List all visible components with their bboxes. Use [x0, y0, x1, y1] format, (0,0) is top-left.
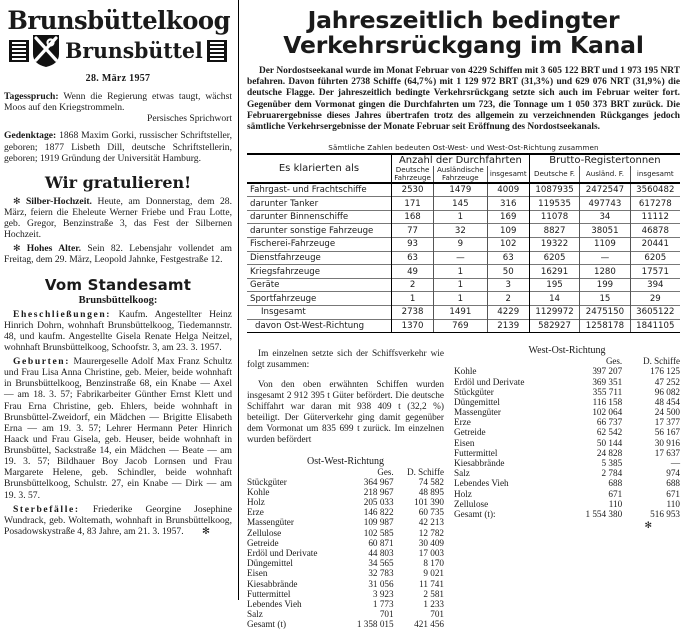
- row-value: 109: [487, 224, 529, 238]
- goods-row: [247, 568, 444, 578]
- row-value: 14: [529, 292, 579, 306]
- goods-total: 369 351: [592, 376, 623, 387]
- row-value: 34: [580, 210, 630, 224]
- goods-name: Massengüter: [454, 407, 501, 418]
- goods-total: 116 158: [592, 396, 623, 407]
- row-value: 20441: [630, 238, 680, 252]
- row-value: 4229: [487, 306, 529, 320]
- row-value: 119535: [529, 197, 579, 211]
- goods-total: 2 784: [601, 468, 623, 479]
- goods-name: Massengüter: [247, 517, 294, 528]
- row-value: 617278: [630, 197, 680, 211]
- goods-name: Salz: [247, 609, 263, 620]
- goods-name: Erdöl und Derivate: [247, 548, 318, 559]
- row-label: Sportfahrzeuge: [247, 292, 392, 306]
- goods-row: [247, 579, 444, 589]
- goods-german-ships: 30 916: [654, 437, 680, 448]
- goods-row: [247, 487, 444, 497]
- row-value: 11078: [529, 210, 579, 224]
- traffic-table-body: [247, 183, 680, 333]
- goods-german-ships: 24 500: [654, 407, 680, 418]
- goods-total: 31 056: [368, 578, 394, 589]
- row-value: 1109: [580, 238, 630, 252]
- goods-row: [247, 548, 444, 558]
- goods-german-ships: 688: [666, 478, 680, 489]
- section-heading-gratulieren: Wir gratulieren!: [44, 172, 192, 192]
- col-header-deutsche-f: Deutsche F.: [529, 166, 579, 183]
- star-bullet-icon: ✻: [13, 243, 27, 254]
- goods-row: [454, 366, 680, 376]
- entry-sterbefaelle: [4, 504, 232, 537]
- goods-right-block: [454, 339, 680, 629]
- row-value: 16291: [529, 265, 579, 279]
- row-value: 769: [434, 319, 487, 333]
- row-value: 1: [434, 210, 487, 224]
- ehe-text: Kaufm. Angestellter Heinz Hinrich Dohrn, wohnhaft Brunsbüttelkoog, Tiedemannstr. 48, und kaufm. Angestellte Gisela Renate Helga Neitzel, wohnhaft Brunsbüttelkoog, Schoofstr. 3, am 23. 3. 1957.: [4, 308, 232, 353]
- row-value: 6205: [529, 251, 579, 265]
- goods-title-ost-west: Ost-West-Richtung: [307, 455, 384, 467]
- goods-row: [454, 468, 680, 478]
- row-value: 29: [630, 292, 680, 306]
- goods-total: 60 871: [368, 537, 394, 548]
- table-row: [247, 292, 680, 306]
- goods-total: 5 385: [601, 458, 623, 469]
- anchor-crest-icon: [31, 34, 61, 67]
- goods-row-total: [247, 619, 444, 629]
- col-header-auslaendische-fahrzeuge: Ausländische Fahrzeuge: [434, 166, 487, 183]
- row-value: 497743: [580, 197, 630, 211]
- goods-german-ships: 17 637: [654, 447, 680, 458]
- goods-german-ships: 9 021: [423, 568, 444, 579]
- goods-name: Kohle: [247, 486, 270, 497]
- goods-german-ships: 60 735: [418, 507, 444, 518]
- row-value: 1280: [580, 265, 630, 279]
- goods-total: 397 207: [592, 366, 623, 377]
- goods-total: 671: [608, 488, 623, 499]
- goods-total: 688: [608, 478, 623, 489]
- goods-german-ships: 12 782: [418, 527, 444, 538]
- row-label: darunter Binnenschiffe: [247, 210, 392, 224]
- goods-total: 102 585: [363, 527, 394, 538]
- goods-title-west-ost: West-Ost-Richtung: [528, 345, 606, 357]
- goods-row: [247, 477, 444, 487]
- goods-german-ships: 176 125: [650, 366, 680, 377]
- row-value: 2475150: [580, 306, 630, 320]
- goods-name: Kohle: [454, 366, 477, 377]
- masthead-row-2: [4, 34, 232, 67]
- goods-name: Zellulose: [247, 527, 282, 538]
- goods-wo-col-name: [454, 356, 565, 366]
- goods-row: [247, 528, 444, 538]
- goods-total-label: Gesamt (t): [247, 619, 287, 629]
- goods-german-ships: 48 454: [654, 396, 680, 407]
- goods-row: [247, 558, 444, 568]
- goods-german-ships: 701: [430, 609, 444, 620]
- headline-line-1: Jahreszeitlich bedingter: [307, 6, 620, 34]
- goods-row: [454, 478, 680, 488]
- row-value: 3560482: [630, 183, 680, 197]
- sterbe-label: Sterbefälle:: [13, 503, 80, 515]
- entry-eheschliessungen: [4, 309, 232, 354]
- goods-total: 1 773: [372, 598, 394, 609]
- row-value: 145: [434, 197, 487, 211]
- goods-wo-head: [454, 356, 680, 366]
- row-value: 199: [580, 278, 630, 292]
- goods-german-ships: 2 581: [423, 588, 444, 599]
- goods-name: Holz: [247, 497, 265, 508]
- row-value: 1: [434, 292, 487, 306]
- row-value: 6205: [630, 251, 680, 265]
- row-value: 1370: [392, 319, 434, 333]
- goods-total: 205 033: [363, 497, 394, 508]
- goods-name: Eisen: [454, 437, 475, 448]
- goods-total: 701: [379, 609, 394, 620]
- left-column: [0, 0, 239, 600]
- row-value: 19322: [529, 238, 579, 252]
- row-label: Geräte: [247, 278, 392, 292]
- col-group-brt: Brutto-Registertonnen: [529, 154, 680, 166]
- goods-row: [247, 538, 444, 548]
- goods-section: [247, 339, 680, 629]
- row-value: 17571: [630, 265, 680, 279]
- row-value: 8827: [529, 224, 579, 238]
- goods-name: Erze: [247, 507, 264, 518]
- row-value: 582927: [529, 319, 579, 333]
- row-value: 1479: [434, 183, 487, 197]
- page-title: [247, 8, 680, 59]
- entry-hohes-alter: [4, 243, 232, 265]
- goods-name: Kiesabbrände: [247, 578, 298, 589]
- table-row: [247, 183, 680, 197]
- goods-row: [247, 497, 444, 507]
- goods-row: [454, 448, 680, 458]
- row-value: 50: [487, 265, 529, 279]
- goods-total: 146 822: [363, 507, 394, 518]
- goods-row: [247, 609, 444, 619]
- table-row: [247, 251, 680, 265]
- alter-text: Sein 82. Lebensjahr vollendet am Freitag, dem 29. März, Leopold Jahnke, Festgestraße 12.: [4, 243, 233, 266]
- row-value: 168: [392, 210, 434, 224]
- article-paragraph-2: Im einzelnen setzte sich der Schiffsverkehr wie folgt zusammen:: [247, 348, 444, 370]
- goods-name: Stückgüter: [454, 386, 494, 397]
- row-label: Dienstfahrzeuge: [247, 251, 392, 265]
- goods-row: [247, 517, 444, 527]
- headline-line-2: Verkehrsrückgang im Kanal: [283, 31, 644, 60]
- row-label: Fahrgast- und Frachtschiffe: [247, 183, 392, 197]
- table-row: [247, 265, 680, 279]
- row-value: 169: [487, 210, 529, 224]
- row-value: 2738: [392, 306, 434, 320]
- goods-total: 355 711: [592, 386, 623, 397]
- goods-row: [454, 387, 680, 397]
- goods-german-ships: 74 582: [418, 476, 444, 487]
- masthead-title-line1: Brunsbüttelkoog: [7, 6, 231, 35]
- goods-name: Erze: [454, 417, 471, 428]
- goods-german-ships: 30 409: [418, 537, 444, 548]
- goods-total: 34 565: [368, 558, 394, 569]
- goods-german-ships: 56 167: [654, 427, 680, 438]
- traffic-table-head: [247, 154, 680, 183]
- table-row-total: [247, 306, 680, 320]
- ornament-bar-right: [207, 40, 227, 62]
- goods-wo-header-row: [454, 356, 680, 366]
- row-value: 171: [392, 197, 434, 211]
- goods-total: 66 737: [596, 417, 623, 428]
- row-value: —: [580, 251, 630, 265]
- row-value: 1258178: [580, 319, 630, 333]
- goods-german-ships: 8 170: [423, 558, 444, 569]
- goods-name: Kiesabbrände: [454, 458, 505, 469]
- goods-german-ships: 17 377: [654, 417, 680, 428]
- gedenktage-text: 1868 Maxim Gorki, russischer Schriftsteller, geboren; 1877 Lisbeth Dill, deutsche Schriftstellerin, geboren; 1919 Gründung der Universität Hamburg.: [4, 130, 232, 164]
- tagesspruch-text: Wenn die Regierung etwas taugt, wächst Moos auf den Kriegstrommeln.: [4, 91, 232, 114]
- ehe-label: Eheschließungen:: [13, 308, 112, 320]
- goods-ow-body: [247, 477, 444, 629]
- goods-name: Lebendes Vieh: [247, 598, 302, 609]
- tagesspruch-block: [4, 91, 232, 124]
- goods-total-label: Gesamt (t):: [454, 508, 496, 519]
- goods-name: Düngemittel: [247, 558, 293, 569]
- table-row: [247, 278, 680, 292]
- masthead: [4, 8, 232, 84]
- goods-wo-col-ges: Ges.: [605, 356, 623, 367]
- row-value: 15: [580, 292, 630, 306]
- goods-total: 3 923: [372, 588, 394, 599]
- goods-table-west-ost: [454, 356, 680, 519]
- table-row: [247, 224, 680, 238]
- ornament-bar-left: [9, 40, 29, 62]
- row-value: 38051: [580, 224, 630, 238]
- alter-label: Hohes Alter.: [26, 243, 82, 255]
- goods-row: [247, 589, 444, 599]
- goods-name: Getreide: [454, 427, 486, 438]
- goods-total: 44 803: [368, 548, 394, 559]
- goods-wo-col-schiffe: D. Schiffe: [643, 356, 680, 367]
- goods-total: 218 967: [363, 486, 394, 497]
- goods-total-value: 1 554 380: [585, 508, 623, 519]
- goods-german-ships: 47 252: [654, 376, 680, 387]
- row-value: 4009: [487, 183, 529, 197]
- row-value: 2530: [392, 183, 434, 197]
- gedenktage-label: Gedenktage:: [4, 130, 57, 142]
- goods-name: Stückgüter: [247, 476, 287, 487]
- goods-row: [454, 417, 680, 427]
- row-value: 2472547: [580, 183, 630, 197]
- goods-german-ships: 11 741: [419, 578, 444, 589]
- goods-name: Futtermittel: [454, 447, 498, 458]
- gedenktage-block: [4, 130, 232, 163]
- goods-row: [454, 397, 680, 407]
- goods-row: [454, 499, 680, 509]
- goods-german-ships: 42 213: [418, 517, 444, 528]
- goods-german-ships: 671: [666, 488, 680, 499]
- goods-row-total: [454, 509, 680, 519]
- end-ornament-icon: ✻: [644, 520, 652, 531]
- row-value: 1841105: [630, 319, 680, 333]
- silber-text: Heute, am Donnerstag, dem 28. März, feiern die Eheleute Werner Friebe und Frau Lotte, geb. Gregor, Benzinstraße 3, das Fest der Silbernen Hochzeit.: [4, 195, 232, 241]
- goods-ow-col-name: [247, 467, 343, 477]
- col-header-insgesamt-2: insgesamt: [630, 166, 680, 183]
- goods-name: Lebendes Vieh: [454, 478, 509, 489]
- entry-geburten: [4, 356, 232, 501]
- goods-german-ships: 96 082: [654, 386, 680, 397]
- goods-name: Salz: [454, 468, 470, 479]
- table-row: [247, 210, 680, 224]
- section-heading-standesamt: Vom Standesamt: [44, 275, 192, 294]
- sterbe-text: Friederike Georgine Josephine Wundrack, geb. Woltemath, wohnhaft in Brunsbüttelkoog, Posadowskystraße 4, 83 Jahre, am 21. 3. 1957.: [4, 503, 232, 537]
- row-value: 2139: [487, 319, 529, 333]
- row-value: 93: [392, 238, 434, 252]
- goods-row: [454, 438, 680, 448]
- goods-ow-col-ges: Ges.: [377, 466, 394, 477]
- row-value: 32: [434, 224, 487, 238]
- entry-silberhochzeit: [4, 196, 232, 241]
- tagesspruch-credit: Persisches Sprichwort: [147, 113, 232, 125]
- goods-german-ships: 17 003: [418, 548, 444, 559]
- row-value: 3: [487, 278, 529, 292]
- geburten-label: Geburten:: [13, 356, 71, 367]
- col-header-deutsche-fahrzeuge: Deutsche Fahrzeuge: [392, 166, 434, 183]
- row-value: 102: [487, 238, 529, 252]
- goods-name: Getreide: [247, 537, 279, 548]
- goods-row: [454, 488, 680, 498]
- row-label: Insgesamt: [247, 306, 392, 320]
- masthead-title-line2: Brunsbüttel: [65, 38, 203, 63]
- goods-name: Zellulose: [454, 498, 489, 509]
- table-note: Sämtliche Zahlen bedeuten Ost-West- und West-Ost-Richtung zusammen: [328, 142, 599, 152]
- row-label: darunter Tanker: [247, 197, 392, 211]
- row-value: 2: [487, 292, 529, 306]
- goods-german-ships: 101 390: [414, 497, 444, 508]
- row-label: darunter sonstige Fahrzeuge: [247, 224, 392, 238]
- goods-name: Erdöl und Derivate: [454, 376, 525, 387]
- goods-name: Futtermittel: [247, 588, 291, 599]
- goods-german-ships: 110: [666, 498, 680, 509]
- row-value: 394: [630, 278, 680, 292]
- goods-row: [247, 507, 444, 517]
- col-header-category: Es klarierten als: [278, 162, 360, 174]
- row-value: 1087935: [529, 183, 579, 197]
- goods-ow-head: [247, 467, 444, 477]
- article-lead-paragraph: Der Nordostseekanal wurde im Monat Februar von 4229 Schiffen mit 3 605 122 BRT und 1 973 195 NRT befahren. Davon führten 2738 Schiffe (64,7%) mit 1 129 972 BRT (31,3%) und 629 076 NRT (31,9%) die deutsche Flagge. Der jahreszeitlich bedingte Verkehrsrückgang setzte sich auch im Februar weiter fort. Gegenüber dem Vormonat gingen die Durchfahrten um 723, die Tonnage um 1 050 373 BRT zurück. Die Februarergebnisse dieses Jahres übertrafen trotz des allgemein zu verzeichnenden Rückganges jedoch sämtliche Verkehrsergebnisse der Monate Februar seit Eröffnung des Nordostseekanals.: [247, 65, 680, 133]
- table-row: [247, 238, 680, 252]
- goods-german-ships: 48 895: [418, 486, 444, 497]
- right-column: [239, 0, 686, 629]
- goods-total-german-ships: 421 456: [414, 619, 444, 629]
- goods-row: [454, 376, 680, 386]
- goods-total: 24 828: [596, 447, 623, 458]
- goods-total: 110: [608, 498, 623, 509]
- goods-row: [454, 427, 680, 437]
- goods-row: [247, 599, 444, 609]
- geburten-text: Maurergeselle Adolf Max Franz Schultz und Frau Lisa Anna Christine, geb. Meier, beide wohnhaft in Brunsbüttelkoog, Benzinstraße 68, ein Knabe — Axel — am 18. 3. 57; Fabrikarbeiter Günther Ernst Klett und Frau Erna Christine, geb. Ehlers, beide wohnhaft in Brunsbüttel-Zweidorf, ein Mädchen — Brigitte Elisabeth Erna — am 19. 3. 57; Lehrer Hermann Peter Hinrich Haack und Frau Gisela, geb. Heuser, beide wohnhaft in Brunsbüttel, Sackstraße 14, ein Mädchen — Beate — am 19. 3. 57; Bildhauer Boy Jacob Lornsen und Frau Margarete Helene, geb. Schindler, beide wohnhaft Brunsbüttelkoog, Schulstr. 27, ein Knabe — Dirk — am 19. 3. 57.: [4, 356, 232, 501]
- traffic-table: [247, 153, 680, 333]
- goods-name: Eisen: [247, 568, 268, 579]
- row-value: 316: [487, 197, 529, 211]
- goods-total: 32 783: [368, 568, 394, 579]
- row-value: 1129972: [529, 306, 579, 320]
- row-value: 9: [434, 238, 487, 252]
- row-label: davon Ost-West-Richtung: [247, 319, 392, 333]
- goods-row: [454, 407, 680, 417]
- goods-left-block: [247, 339, 444, 629]
- goods-wo-body: [454, 366, 680, 519]
- goods-total: 62 542: [596, 427, 623, 438]
- goods-total: 109 987: [363, 517, 394, 528]
- goods-total: 102 064: [592, 407, 623, 418]
- col-header-insgesamt-1: insgesamt: [487, 166, 529, 183]
- row-value: 1491: [434, 306, 487, 320]
- row-value: 1: [434, 265, 487, 279]
- row-label: Kriegsfahrzeuge: [247, 265, 392, 279]
- row-value: 2: [392, 278, 434, 292]
- issue-date: 28. März 1957: [85, 73, 151, 84]
- row-value: 77: [392, 224, 434, 238]
- row-value: 3605122: [630, 306, 680, 320]
- goods-german-ships: 1 233: [423, 598, 444, 609]
- row-value: —: [434, 251, 487, 265]
- row-value: 63: [487, 251, 529, 265]
- star-bullet-icon: ✻: [13, 195, 26, 206]
- goods-name: Düngemittel: [454, 396, 500, 407]
- row-value: 1: [434, 278, 487, 292]
- col-header-auslaend-f: Ausländ. F.: [580, 166, 630, 183]
- article-paragraph-3: Von den oben erwähnten Schiffen wurden insgesamt 2 912 395 t Güter befördert. Die deutsche Schiffahrt war daran mit 938 409 t (32,2 %) beteiligt. Der Güterverkehr ging damit gegenüber dem Vormonat um 835 699 t zurück. Im einzelnen wurden befördert: [247, 379, 444, 446]
- row-value: 46878: [630, 224, 680, 238]
- row-value: 11112: [630, 210, 680, 224]
- goods-ow-header-row: [247, 467, 444, 477]
- row-value: 195: [529, 278, 579, 292]
- goods-total: 50 144: [596, 437, 623, 448]
- goods-row: [454, 458, 680, 468]
- goods-total-value: 1 358 015: [356, 619, 394, 629]
- table-row: [247, 197, 680, 211]
- goods-german-ships: —: [670, 458, 680, 469]
- row-label: Fischerei-Fahrzeuge: [247, 238, 392, 252]
- goods-ow-col-schiffe: D. Schiffe: [407, 466, 444, 477]
- goods-total-german-ships: 516 953: [650, 508, 680, 519]
- table-row-davon: [247, 319, 680, 333]
- standesamt-subtitle: Brunsbüttelkoog:: [78, 294, 158, 306]
- row-value: 49: [392, 265, 434, 279]
- row-value: 1: [392, 292, 434, 306]
- tagesspruch-label: Tagesspruch:: [4, 91, 59, 102]
- goods-total: 364 967: [363, 476, 394, 487]
- col-group-durchfahrten: Anzahl der Durchfahrten: [392, 154, 530, 166]
- goods-name: Holz: [454, 488, 472, 499]
- row-value: 63: [392, 251, 434, 265]
- silber-label: Silber-Hochzeit.: [25, 195, 92, 207]
- goods-german-ships: 974: [666, 468, 680, 479]
- goods-table-ost-west: [247, 467, 444, 629]
- end-ornament-icon: ✻: [201, 525, 210, 537]
